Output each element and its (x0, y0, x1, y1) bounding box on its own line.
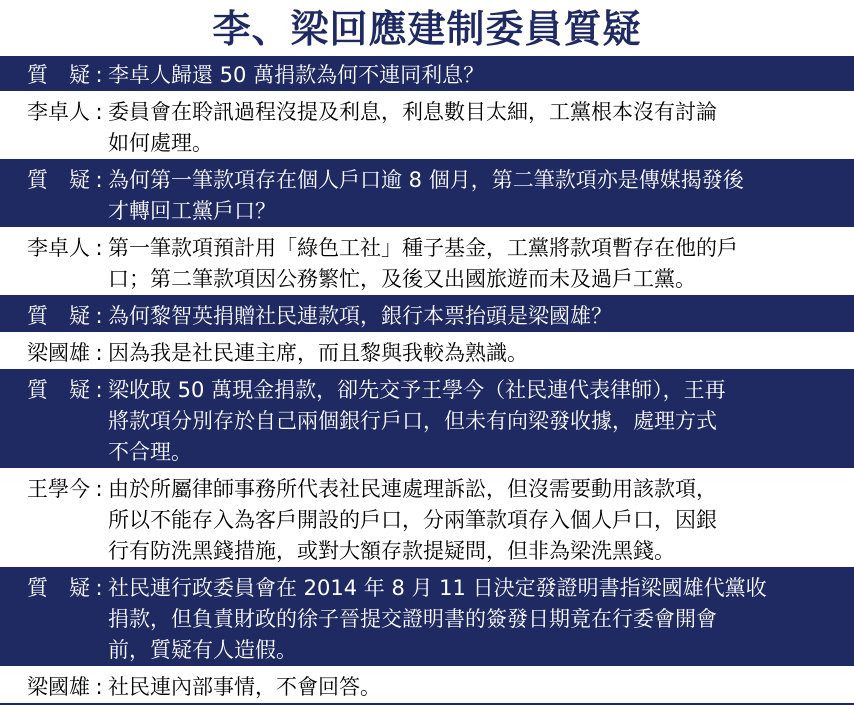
speaker-label: 質 疑 (27, 576, 90, 600)
colon: : (95, 168, 103, 192)
speaker-label: 王學今 (27, 477, 90, 501)
qa-row-3 (0, 161, 854, 229)
speaker-label: 質 疑 (27, 63, 90, 87)
colon: : (95, 100, 103, 124)
statement-text: 李卓人歸還 50 萬捐款為何不連同利息？ (108, 63, 485, 87)
qa-list (0, 56, 854, 705)
speaker-label: 梁國雄 (27, 675, 90, 699)
statement-text: 由於所屬律師事務所代表社民連處理訴訟，但沒需要動用該款項， 所以不能存入為客戶開設的戶口，分兩筆款項存入個人戶口，因銀 行有防洗黑錢措施，或對大額存款提疑問，但非為梁洗黑錢。 (108, 477, 717, 563)
colon: : (95, 63, 103, 87)
speaker-label: 質 疑 (27, 304, 90, 328)
statement-text: 因為我是社民連主席，而且黎與我較為熟識。 (108, 341, 528, 365)
qa-row-6 (0, 334, 854, 371)
page-title: 李、梁回應建制委員質疑 (212, 7, 642, 51)
qa-row-1 (0, 56, 854, 93)
qa-row-2 (0, 93, 854, 161)
qa-row-9 (0, 569, 854, 668)
speaker-label: 李卓人 (27, 236, 90, 260)
statement-text: 社民連內部事情，不會回答。 (108, 675, 381, 699)
statement-text: 梁收取 50 萬現金捐款，卻先交予王學今（社民連代表律師），王再 將款項分別存於自己兩個銀行戶口，但未有向梁發收據，處理方式 不合理。 (108, 378, 726, 464)
qa-row-8 (0, 470, 854, 569)
statement-text: 社民連行政委員會在 2014 年 8 月 11 日決定發證明書指梁國雄代黨收 捐款，但負責財政的徐子晉提交證明書的簽發日期竟在行委會開會 前，質疑有人造假。 (108, 576, 767, 662)
colon: : (95, 477, 103, 501)
statement-text: 委員會在聆訊過程沒提及利息，利息數目太細，工黨根本沒有討論 如何處理。 (108, 100, 717, 155)
statement-text: 為何第一筆款項存在個人戶口逾 8 個月，第二筆款項亦是傳媒揭發後 才轉回工黨戶口？ (108, 168, 744, 223)
colon: : (95, 341, 103, 365)
qa-row-7 (0, 371, 854, 470)
colon: : (95, 675, 103, 699)
colon: : (95, 576, 103, 600)
qa-row-4 (0, 229, 854, 297)
speaker-label: 梁國雄 (27, 341, 90, 365)
qa-row-10 (0, 668, 854, 705)
colon: : (95, 236, 103, 260)
statement-text: 第一筆款項預計用「綠色工社」種子基金，工黨將款項暫存在他的戶 口；第二筆款項因公務繁忙，及後又出國旅遊而未及過戶工黨。 (108, 236, 738, 291)
qa-row-5 (0, 297, 854, 334)
statement-text: 為何黎智英捐贈社民連款項，銀行本票抬頭是梁國雄？ (108, 304, 612, 328)
colon: : (95, 378, 103, 402)
speaker-label: 質 疑 (27, 378, 90, 402)
speaker-label: 李卓人 (27, 100, 90, 124)
colon: : (95, 304, 103, 328)
speaker-label: 質 疑 (27, 168, 90, 192)
